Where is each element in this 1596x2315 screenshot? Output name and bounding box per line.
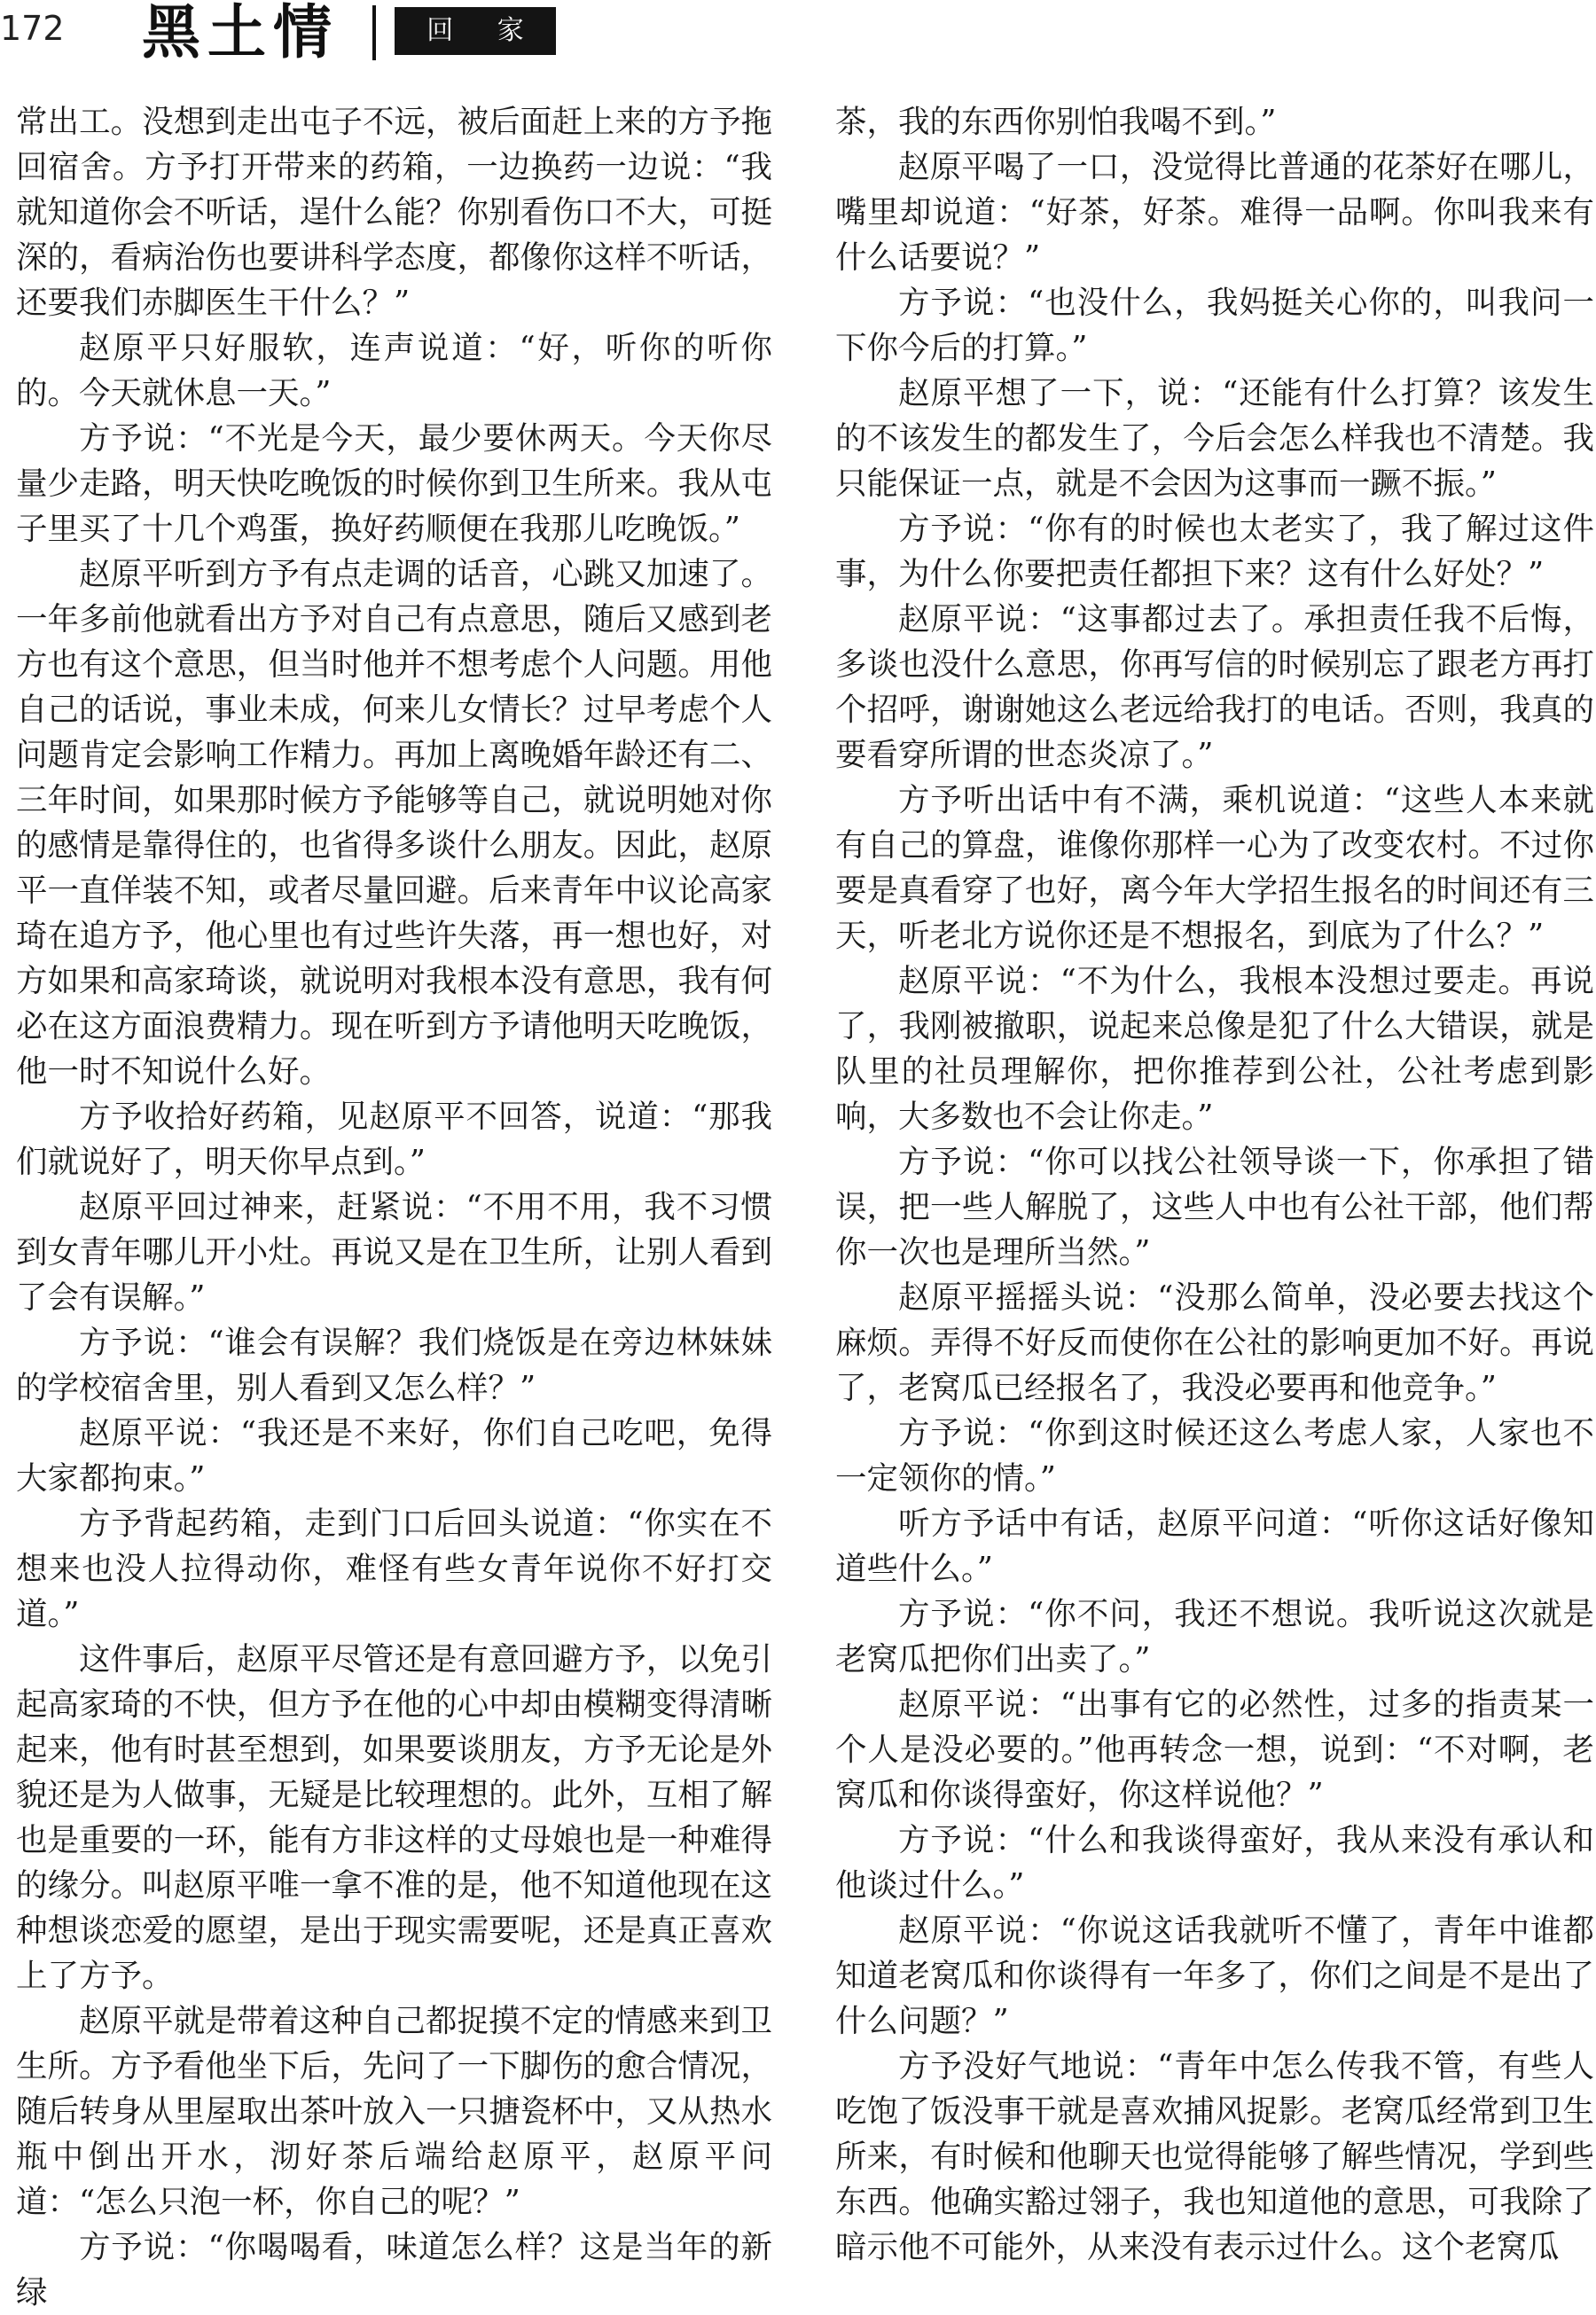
- paragraph: 赵原平喝了一口，没觉得比普通的花茶好在哪儿，嘴里却说道：“好茶，好茶。难得一品啊。你叫我来有什么话要说？”: [835, 149, 1594, 276]
- magazine-title: 黑土情: [142, 0, 339, 66]
- paragraph: 赵原平说：“你说这话我就听不懂了，青年中谁都知道老窝瓜和你谈得有一年多了，你们之间是不是出了什么问题？”: [835, 1912, 1594, 2039]
- paragraph: 方予说：“什么和我谈得蛮好，我从来没有承认和他谈过什么。”: [835, 1822, 1594, 1904]
- header-divider: [372, 5, 376, 60]
- paragraph: 方予说：“你有的时候也太老实了，我了解过这件事，为什么你要把责任都担下来？这有什么好处？”: [835, 511, 1594, 592]
- right-text-column: [835, 99, 1594, 2270]
- section-label: 回 家: [395, 7, 556, 55]
- paragraph: 赵原平想了一下，说：“还能有什么打算？该发生的不该发生的都发生了，今后会怎么样我也不清楚。我只能保证一点，就是不会因为这事而一蹶不振。”: [835, 375, 1594, 502]
- paragraph: 常出工。没想到走出屯子不远，被后面赶上来的方予拖回宿舍。方予打开带来的药箱，一边换药一边说：“我就知道你会不听话，逞什么能？你别看伤口不大，可挺深的，看病治伤也要讲科学态度，都像你这样不听话，还要我们赤脚医生干什么？”: [16, 104, 772, 321]
- paragraph: 听方予话中有话，赵原平问道：“听你这话好像知道些什么。”: [835, 1506, 1594, 1587]
- paragraph: 方予说：“谁会有误解？我们烧饭是在旁边林妹妹的学校宿舍里，别人看到又怎么样？”: [16, 1325, 772, 1406]
- page-number: 172: [0, 9, 65, 48]
- paragraph: 方予说：“你可以找公社领导谈一下，你承担了错误，把一些人解脱了，这些人中也有公社干部，他们帮你一次也是理所当然。”: [835, 1144, 1594, 1271]
- paragraph: 方予收拾好药箱，见赵原平不回答，说道：“那我们就说好了，明天你早点到。”: [16, 1099, 772, 1180]
- page-header: [0, 0, 1596, 71]
- paragraph: 方予说：“不光是今天，最少要休两天。今天你尽量少走路，明天快吃晚饭的时候你到卫生所来。我从屯子里买了十几个鸡蛋，换好药顺便在我那儿吃晚饭。”: [16, 420, 772, 547]
- paragraph: 赵原平说：“这事都过去了。承担责任我不后悔，多谈也没什么意思，你再写信的时候别忘了跟老方再打个招呼，谢谢她这么老远给我打的电话。否则，我真的要看穿所谓的世态炎凉了。”: [835, 601, 1594, 773]
- paragraph: 赵原平说：“不为什么，我根本没想过要走。再说了，我刚被撤职，说起来总像是犯了什么大错误，就是队里的社员理解你，把你推荐到公社，公社考虑到影响，大多数也不会让你走。”: [835, 963, 1594, 1135]
- paragraph: 方予说：“你不问，我还不想说。我听说这次就是老窝瓜把你们出卖了。”: [835, 1596, 1594, 1678]
- paragraph: 赵原平说：“出事有它的必然性，过多的指责某一个人是没必要的。”他再转念一想，说到：“不对啊，老窝瓜和你谈得蛮好，你这样说他？”: [835, 1686, 1594, 1813]
- paragraph: 这件事后，赵原平尽管还是有意回避方予，以免引起高家琦的不快，但方予在他的心中却由模糊变得清晰起来，他有时甚至想到，如果要谈朋友，方予无论是外貌还是为人做事，无疑是比较理想的。此外，互相了解也是重要的一环，能有方非这样的丈母娘也是一种难得的缘分。叫赵原平唯一拿不准的是，他不知道他现在这种想谈恋爱的愿望，是出于现实需要呢，还是真正喜欢上了方予。: [16, 1641, 772, 1994]
- paragraph: 赵原平回过神来，赶紧说：“不用不用，我不习惯到女青年哪儿开小灶。再说又是在卫生所，让别人看到了会有误解。”: [16, 1189, 772, 1316]
- paragraph: 方予说：“也没什么，我妈挺关心你的，叫我问一下你今后的打算。”: [835, 285, 1594, 366]
- paragraph: 方予说：“你到这时候还这么考虑人家，人家也不一定领你的情。”: [835, 1415, 1594, 1497]
- paragraph: 赵原平就是带着这种自己都捉摸不定的情感来到卫生所。方予看他坐下后，先问了一下脚伤的愈合情况，随后转身从里屋取出茶叶放入一只搪瓷杯中，又从热水瓶中倒出开水，沏好茶后端给赵原平，赵原平问道：“怎么只泡一杯，你自己的呢？”: [16, 2003, 772, 2220]
- paragraph: 赵原平说：“我还是不来好，你们自己吃吧，免得大家都拘束。”: [16, 1415, 772, 1497]
- paragraph: 赵原平听到方予有点走调的话音，心跳又加速了。一年多前他就看出方予对自己有点意思，随后又感到老方也有这个意思，但当时他并不想考虑个人问题。用他自己的话说，事业未成，何来儿女情长？过早考虑个人问题肯定会影响工作精力。再加上离晚婚年龄还有二、三年时间，如果那时候方予能够等自己，就说明她对你的感情是靠得住的，也省得多谈什么朋友。因此，赵原平一直佯装不知，或者尽量回避。后来青年中议论高家琦在追方予，他心里也有过些许失落，再一想也好，对方如果和高家琦谈，就说明对我根本没有意思，我有何必在这方面浪费精力。现在听到方予请他明天吃晚饭，他一时不知说什么好。: [16, 556, 772, 1090]
- left-text-column: [16, 99, 772, 2315]
- paragraph: 方予背起药箱，走到门口后回头说道：“你实在不想来也没人拉得动你，难怪有些女青年说你不好打交道。”: [16, 1506, 772, 1632]
- paragraph: 方予说：“你喝喝看，味道怎么样？这是当年的新绿: [16, 2229, 772, 2311]
- paragraph: 茶，我的东西你别怕我喝不到。”: [835, 104, 1277, 140]
- paragraph: 方予没好气地说：“青年中怎么传我不管，有些人吃饱了饭没事干就是喜欢捕风捉影。老窝瓜经常到卫生所来，有时候和他聊天也觉得能够了解些情况，学到些东西。他确实豁过翎子，我也知道他的意思，可我除了暗示他不可能外，从来没有表示过什么。这个老窝瓜: [835, 2048, 1594, 2265]
- paragraph: 赵原平摇摇头说：“没那么简单，没必要去找这个麻烦。弄得不好反而使你在公社的影响更加不好。再说了，老窝瓜已经报名了，我没必要再和他竞争。”: [835, 1279, 1594, 1406]
- paragraph: 赵原平只好服软，连声说道：“好，听你的听你的。今天就休息一天。”: [16, 330, 772, 411]
- paragraph: 方予听出话中有不满，乘机说道：“这些人本来就有自己的算盘，谁像你那样一心为了改变农村。不过你要是真看穿了也好，离今年大学招生报名的时间还有三天，听老北方说你还是不想报名，到底为了什么？”: [835, 782, 1594, 954]
